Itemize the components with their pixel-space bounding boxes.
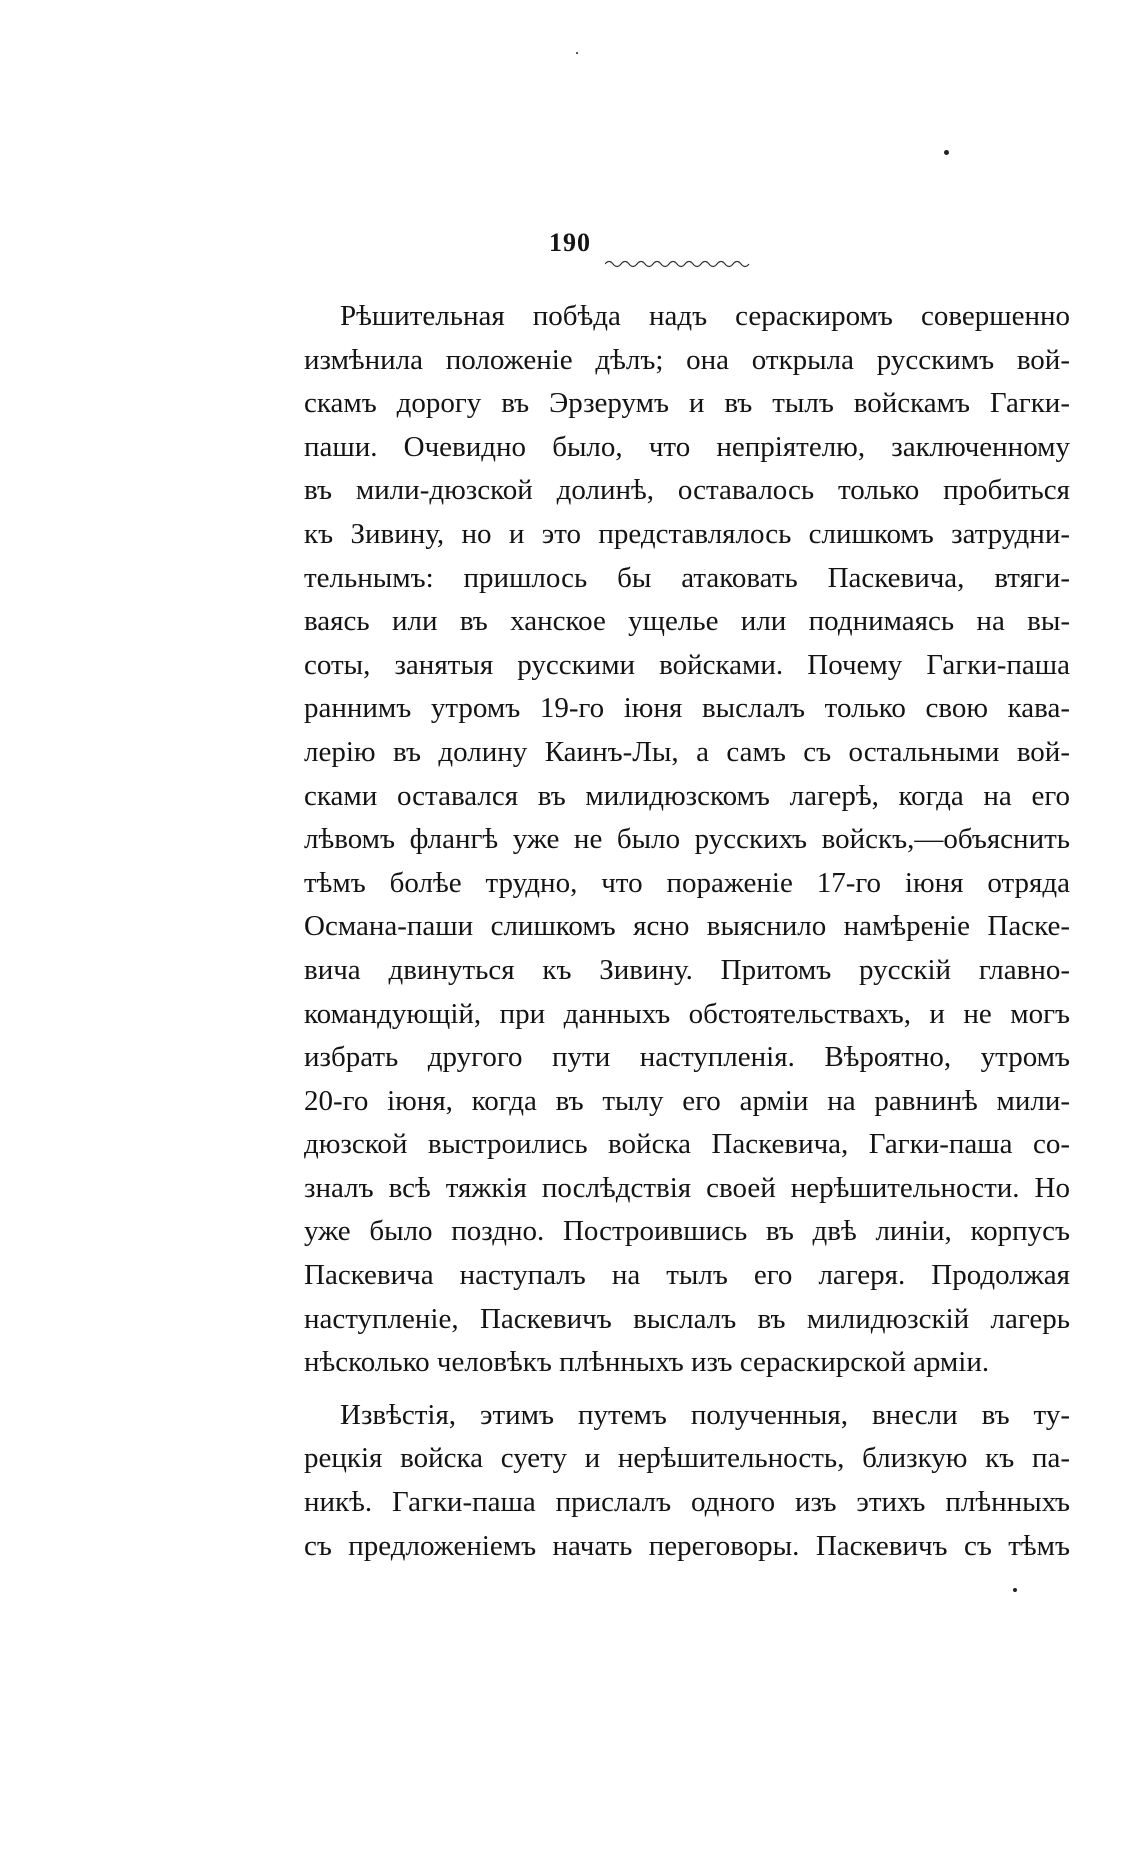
text-line: въ мили-дюзской долинѣ, оставалось только пробиться [304,474,1070,507]
text-line: командующій, при данныхъ обстоятельствахъ, и не могъ [304,997,1070,1030]
text-line: измѣнила положеніе дѣлъ; она открыла русскимъ вой- [304,343,1070,376]
page-number-ornament [605,258,755,270]
text-line: раннимъ утромъ 19-го іюня выслалъ только свою кава- [304,692,1070,725]
text-line: Рѣшительная побѣда надъ сераскиромъ совершенно [340,300,1070,332]
text-line: тельнымъ: пришлось бы атаковать Паскевича, втяги- [304,561,1070,594]
text-line: никѣ. Гагки-паша прислалъ одного изъ этихъ плѣнныхъ [304,1486,1070,1519]
text-line: тѣмъ болѣе трудно, что пораженіе 17-го іюня отряда [304,866,1070,899]
scan-speck [944,150,949,155]
paragraph [304,295,1070,1385]
scan-speck [576,52,578,54]
text-line: ваясь или въ ханское ущелье или поднимаясь на вы- [304,605,1070,638]
text-line: 20-го іюня, когда въ тылу его арміи на равнинѣ мили- [304,1084,1070,1117]
paragraph-gap [304,1385,1070,1394]
text-line: сками оставался въ милидюзскомъ лагерѣ, когда на его [304,779,1070,812]
text-line: къ Зивину, но и это представлялось слишкомъ затрудни- [304,517,1070,550]
text-line: дюзской выстроились войска Паскевича, Гагки-паша со- [304,1128,1070,1161]
text-line: Извѣстія, этимъ путемъ полученныя, внесли въ ту- [340,1398,1070,1431]
text-line: рецкія войска суету и нерѣшительность, близкую къ па- [304,1442,1070,1475]
text-line: нѣсколько человѣкъ плѣнныхъ изъ сераскирской арміи. [304,1346,990,1379]
scan-speck [1013,1588,1017,1592]
text-line: избрать другого пути наступленія. Вѣроятно, утромъ [304,1041,1070,1074]
text-line: лѣвомъ флангѣ уже не было русскихъ войскъ,—объяснить [304,823,1070,856]
text-line: Паскевича наступалъ на тылъ его лагеря. Продолжая [304,1259,1070,1292]
text-line: соты, занятыя русскими войсками. Почему Гагки-паша [304,648,1070,681]
text-line: лерію въ долину Каинъ-Лы, а самъ съ остальными вой- [304,735,1070,768]
text-line: съ предложеніемъ начать переговоры. Паскевичъ съ тѣмъ [304,1529,1070,1562]
text-line: уже было поздно. Построившись въ двѣ линіи, корпусъ [304,1215,1070,1248]
text-line: паши. Очевидно было, что непріятелю, заключенному [304,430,1070,463]
page-number: 190 [549,228,591,257]
body-text [304,295,1070,1568]
text-line: вича двинуться къ Зивину. Притомъ русскій главно- [304,953,1070,986]
text-line: зналъ всѣ тяжкія послѣдствія своей нерѣшительности. Но [304,1171,1070,1204]
text-line: наступленіе, Паскевичъ выслалъ въ милидюзскій лагерь [304,1302,1070,1335]
text-line: скамъ дорогу въ Эрзерумъ и въ тылъ войскамъ Гагки- [304,387,1070,420]
text-line: Османа-паши слишкомъ ясно выяснило намѣреніе Паске- [304,910,1070,943]
paragraph [304,1394,1070,1568]
